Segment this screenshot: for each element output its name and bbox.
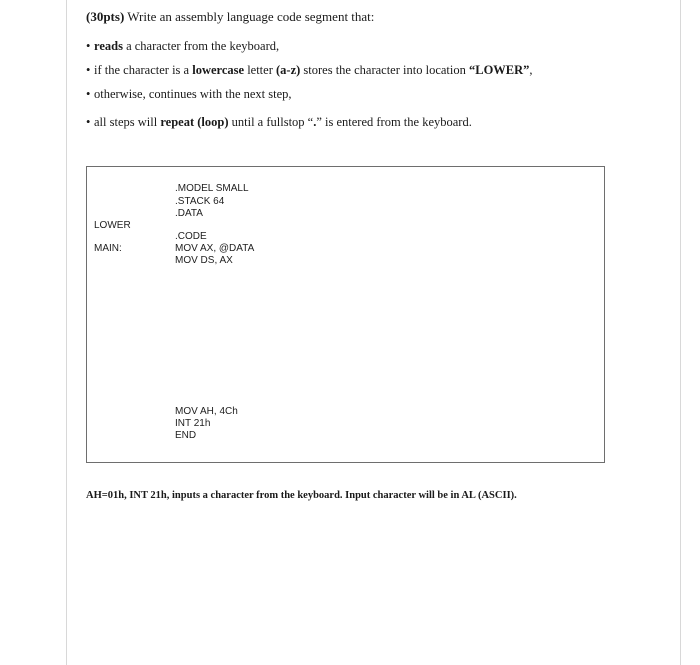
- bullet-icon: •: [86, 115, 91, 129]
- code-label-lower: LOWER: [94, 220, 131, 231]
- question-heading: [86, 9, 374, 25]
- page-edge-left: [66, 0, 67, 665]
- code-directive-stack: .STACK 64: [175, 196, 225, 207]
- code-label-main: MAIN:: [94, 243, 122, 254]
- code-line: END: [175, 430, 197, 441]
- code-line: MOV AH, 4Ch: [175, 406, 238, 417]
- code-line: MOV DS, AX: [175, 255, 233, 266]
- bullet-text: letter: [244, 63, 276, 77]
- list-item: [86, 39, 533, 54]
- bullet-text: a character from the keyboard,: [122, 39, 280, 53]
- bullet-text: otherwise, continues with the next step,: [94, 87, 292, 101]
- bullet-bold-text: lowercase: [192, 63, 245, 77]
- question-prompt: Write an assembly language code segment that:: [124, 9, 375, 24]
- bullet-icon: •: [86, 39, 91, 53]
- list-item: [86, 87, 533, 102]
- code-directive-data: .DATA: [175, 208, 203, 219]
- bullet-text: ” is entered from the keyboard.: [316, 115, 472, 129]
- bullet-bold-text: repeat (loop): [160, 115, 229, 129]
- page-edge-right: [680, 0, 681, 665]
- requirements-list: [86, 39, 533, 130]
- question-points: (30pts): [86, 9, 125, 24]
- bullet-text: if the character is a: [94, 63, 193, 77]
- interrupt-note: AH=01h, INT 21h, inputs a character from the keyboard. Input character will be in AL (ASCII).: [86, 490, 517, 501]
- bullet-bold-text: .: [313, 115, 317, 129]
- bullet-text: all steps will: [94, 115, 161, 129]
- code-template-box: [86, 166, 605, 463]
- bullet-bold-text: “LOWER”: [468, 63, 530, 77]
- bullet-bold-text: (a-z): [276, 63, 301, 77]
- code-line: MOV AX, @DATA: [175, 243, 255, 254]
- code-directive-model: .MODEL SMALL: [175, 183, 249, 194]
- bullet-icon: •: [86, 63, 91, 77]
- bullet-text: stores the character into location: [300, 63, 469, 77]
- bullet-bold-text: reads: [94, 39, 123, 53]
- bullet-text: ,: [529, 63, 533, 77]
- list-item: [86, 63, 533, 78]
- list-item: [86, 115, 533, 130]
- bullet-icon: •: [86, 87, 91, 101]
- code-directive-code: .CODE: [175, 231, 207, 242]
- code-line: INT 21h: [175, 418, 211, 429]
- bullet-text: until a fullstop “: [228, 115, 314, 129]
